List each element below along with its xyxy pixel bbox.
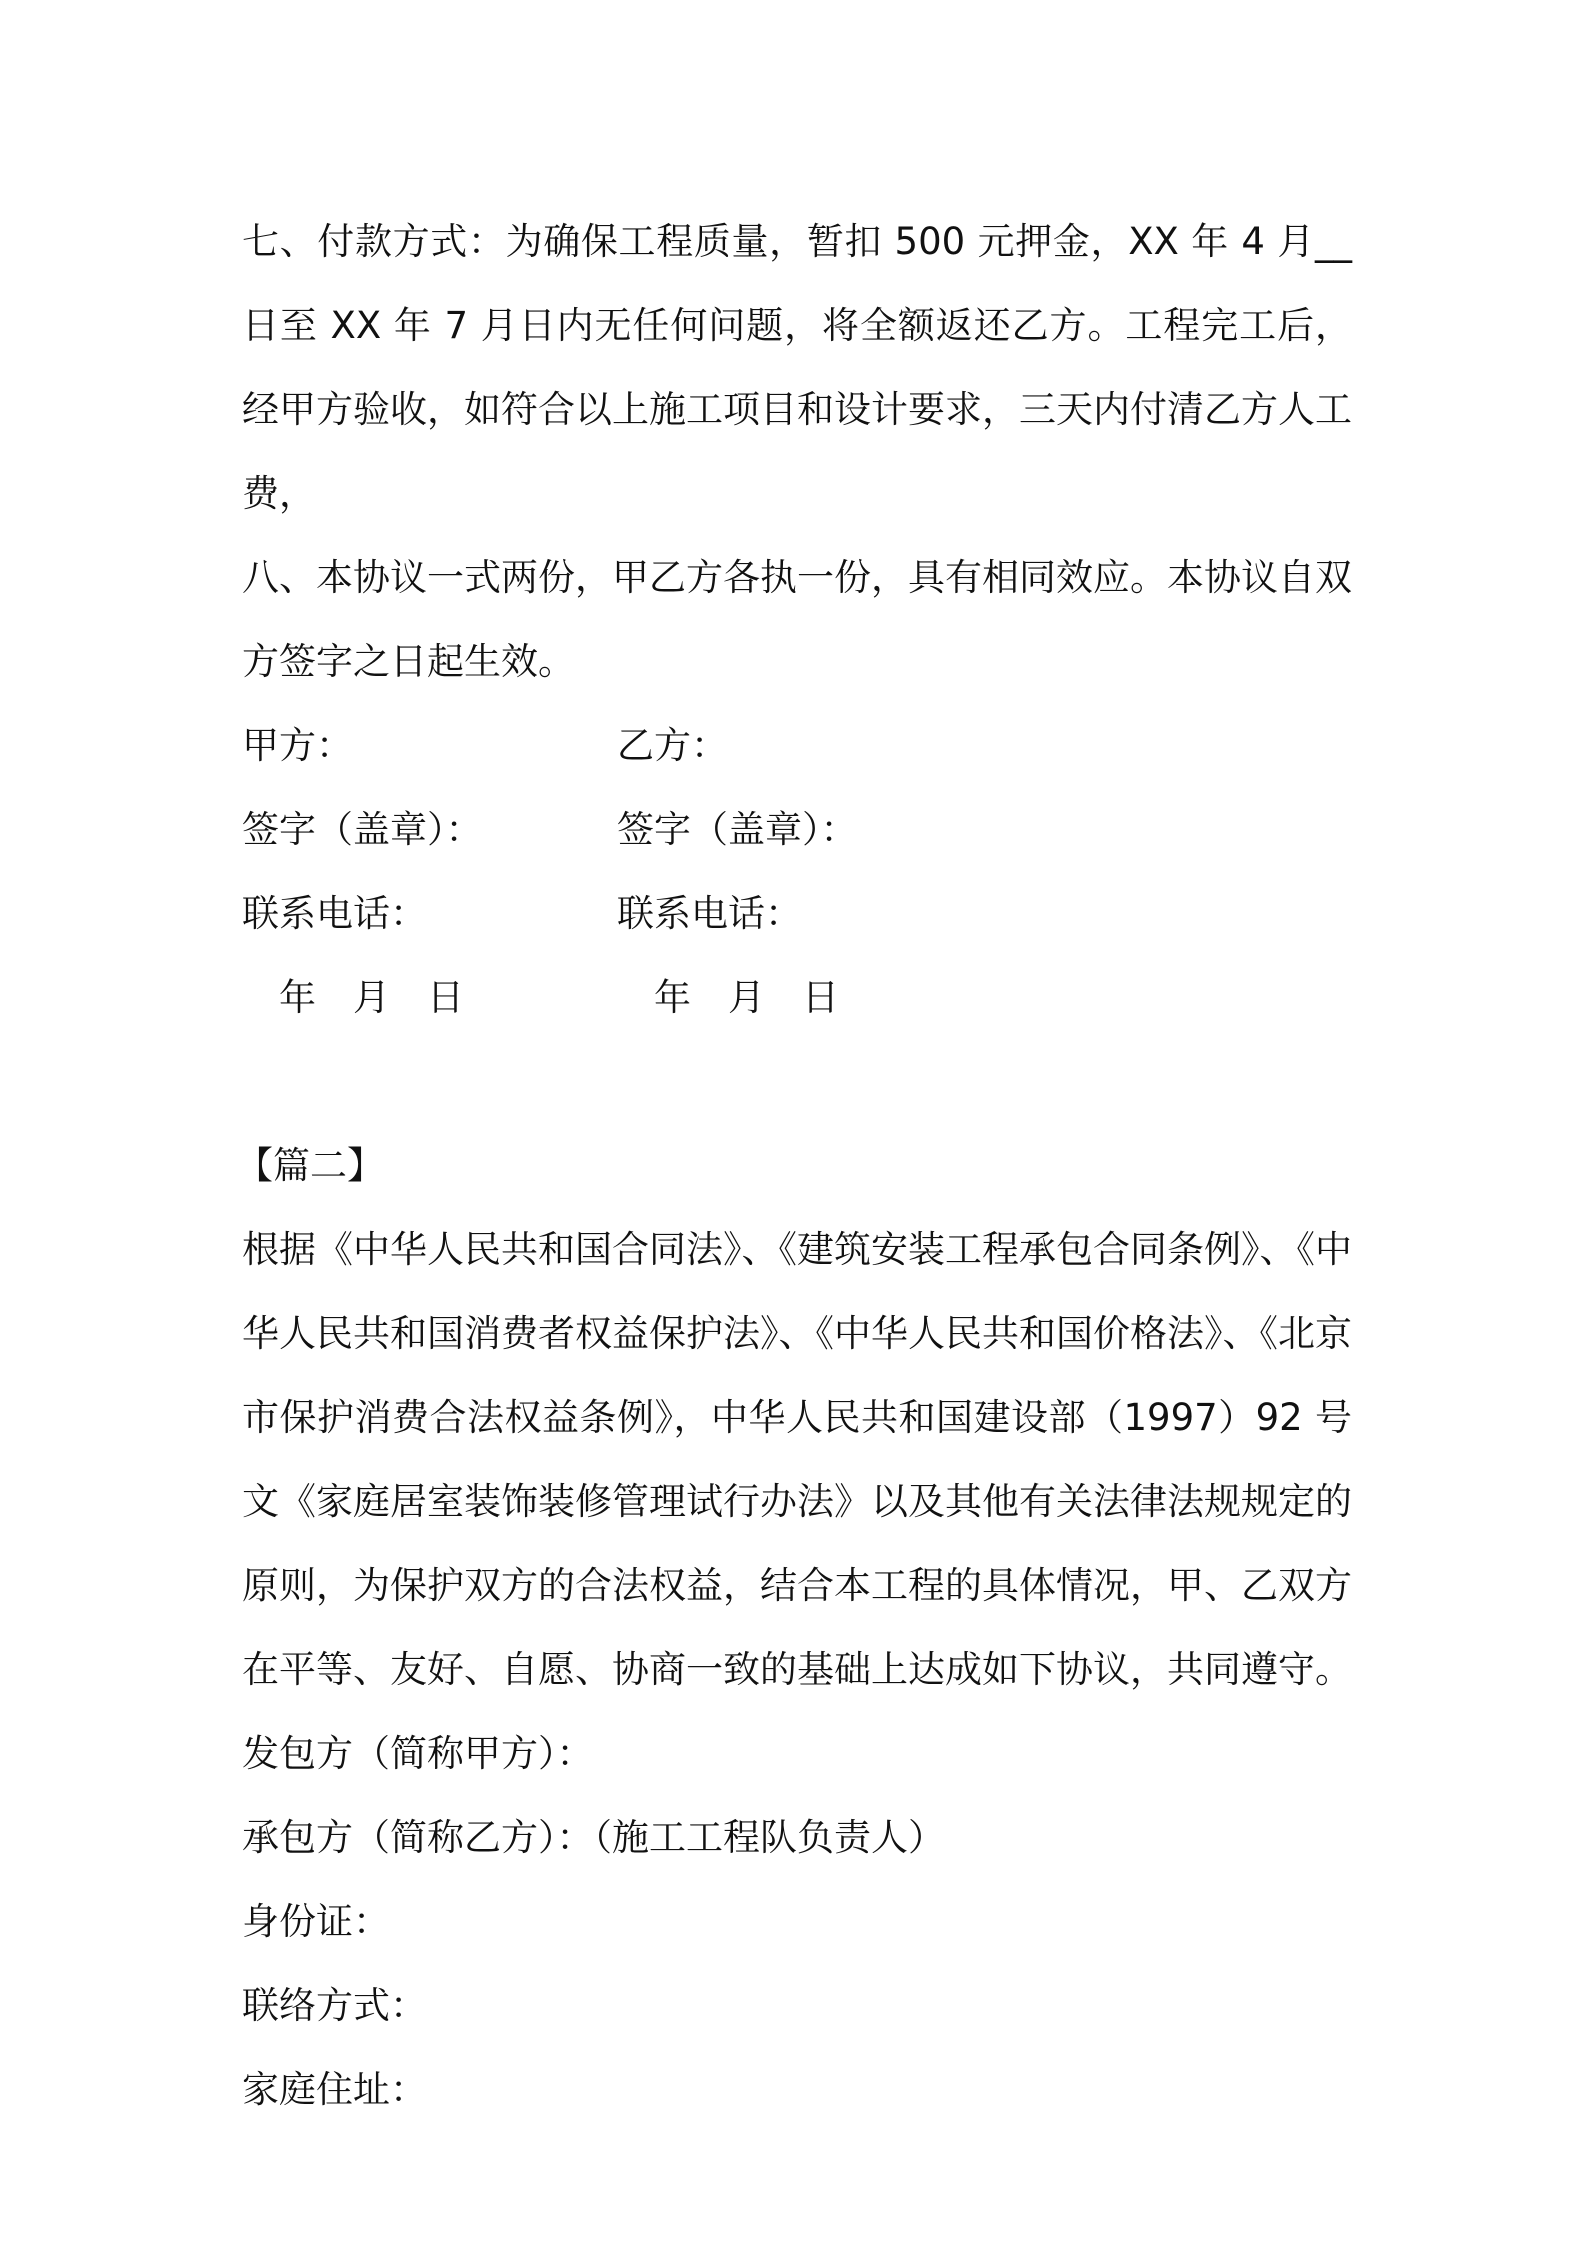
legal-basis-paragraph: 根据《中华人民共和国合同法》、《建筑安装工程承包合同条例》、《中华人民共和国消费者权益保护法》、《中华人民共和国价格法》、《北京市保护消费合法权益条例》，中华人民共和国建设部（1997）92 号文《家庭居室装饰装修管理试行办法》以及其他有关法律法规规定的原则，为保护双方的合法权益，结合本工程的具体情况，甲、乙双方在平等、友好、自愿、协商一致的基础上达成如下协议，共同遵守。 xyxy=(242,1228,1352,1691)
id-card-field-label: 身份证： xyxy=(242,1900,390,1943)
employer-field-label: 发包方（简称甲方）： xyxy=(242,1732,594,1775)
contractor-field-label: 承包方（简称乙方）：（施工工程队负责人） xyxy=(242,1816,945,1859)
party-a-signature-label: 签字（盖章）： xyxy=(242,808,483,851)
date-day-label: 日 xyxy=(427,976,464,1019)
contact-field-label: 联络方式： xyxy=(242,1984,427,2027)
signature-date-row xyxy=(242,956,1352,1040)
section-heading: 【篇二】 xyxy=(236,1144,384,1187)
copies-paragraph: 八、本协议一式两份，甲乙方各执一份，具有相同效应。本协议自双方签字之日起生效。 xyxy=(242,556,1352,683)
party-b-date xyxy=(617,956,1117,1040)
signature-party-row xyxy=(242,704,1352,788)
address-field-label: 家庭住址： xyxy=(242,2068,427,2111)
party-a-label: 甲方： xyxy=(242,724,353,767)
signature-seal-row xyxy=(242,788,1352,872)
document-body xyxy=(236,200,1352,2132)
payment-terms-paragraph: 七、付款方式：为确保工程质量，暂扣 500 元押金，XX 年 4 月__日至 XX 年 7 月日内无任何问题，将全额返还乙方。工程完工后，经甲方验收，如符合以上施工项目和设计要求，三天内付清乙方人工费， xyxy=(242,220,1352,515)
date-year-label: 年 xyxy=(654,976,691,1019)
date-year-label: 年 xyxy=(279,976,316,1019)
date-month-label: 月 xyxy=(728,976,765,1019)
date-month-label: 月 xyxy=(353,976,390,1019)
party-a-date xyxy=(242,956,617,1040)
party-b-signature-label: 签字（盖章）： xyxy=(617,808,858,851)
party-a-phone-label: 联系电话： xyxy=(242,892,427,935)
signature-phone-row xyxy=(242,872,1352,956)
party-b-label: 乙方： xyxy=(617,724,728,767)
date-day-label: 日 xyxy=(802,976,839,1019)
section-spacer xyxy=(242,1040,1352,1124)
party-b-phone-label: 联系电话： xyxy=(617,892,802,935)
